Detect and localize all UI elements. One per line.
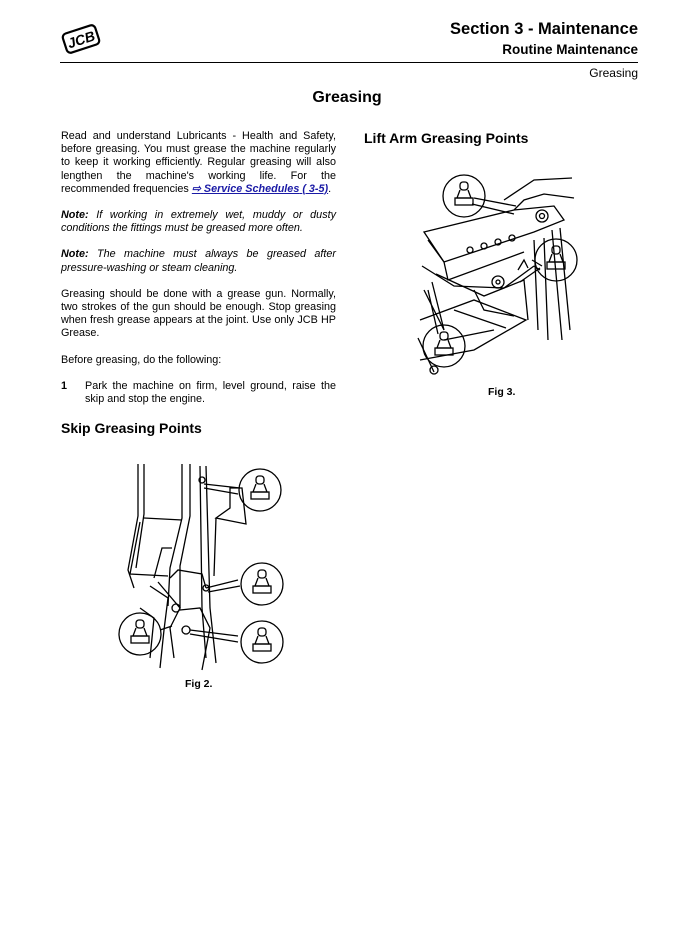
skip-greasing-figure [110,458,290,676]
grease-gun-paragraph: Greasing should be done with a grease gun. Normally, two strokes of the gun should be enough. Stop greasing when fresh grease appears at the joint. Use only JCB HP Grease. [61,287,336,340]
lift-arm-greasing-heading: Lift Arm Greasing Points [364,130,529,146]
step-number: 1 [61,379,68,392]
header-divider [60,62,638,63]
svg-text:JCB: JCB [65,27,97,52]
note-paragraph: Note: If working in extremely wet, muddy or dusty conditions the fittings must be greased more often. [61,209,336,235]
before-greasing-text: Before greasing, do the following: [61,353,222,366]
step-item [61,380,336,406]
page-title: Greasing [312,89,382,106]
section-title: Section 3 - Maintenance [450,20,638,38]
jcb-logo [60,20,102,58]
left-column [61,130,336,435]
fig-2-caption: Fig 2. [185,678,213,690]
note-paragraph: Note: The machine must always be greased after pressure-washing or steam cleaning. [61,248,336,274]
lift-arm-greasing-figure [414,170,584,382]
section-subtitle: Routine Maintenance [502,42,638,57]
service-schedules-link[interactable]: ⇨ Service Schedules ( 3-5) [191,182,329,195]
fig-3-caption: Fig 3. [488,386,516,398]
intro-paragraph: Read and understand Lubricants - Health and Safety, before greasing. You must grease the machine regularly to keep it working efficiently. Regular greasing will also lengthen the machine's working life. For the recommended frequencies ⇨ Service Schedules ( 3-5). [61,130,336,195]
arrow-right-icon: ⇨ [191,182,201,195]
step-text: Park the machine on firm, level ground, raise the skip and stop the engine. [85,379,336,406]
skip-greasing-heading: Skip Greasing Points [61,420,202,437]
topic-label: Greasing [589,66,638,80]
